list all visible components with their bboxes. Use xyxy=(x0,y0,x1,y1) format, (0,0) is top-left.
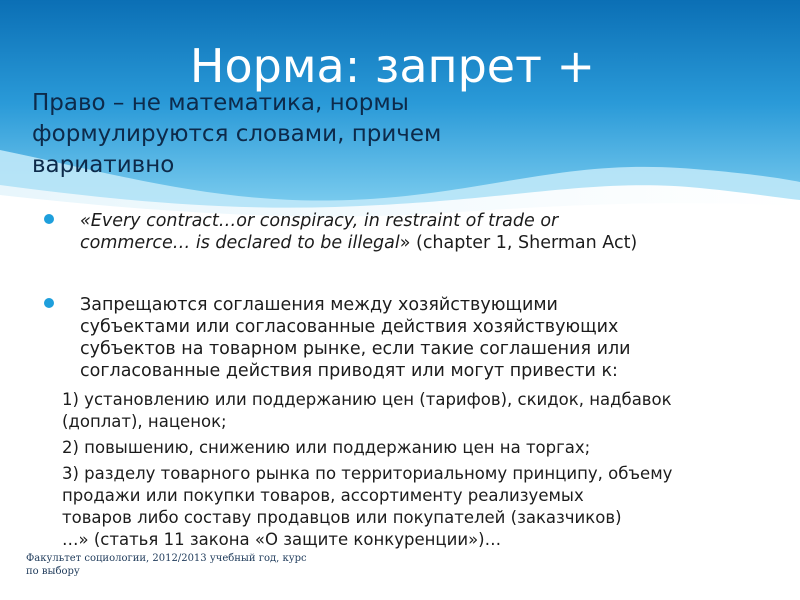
footer-line: Факультет социологии, 2012/2013 учебный год, курс xyxy=(26,553,307,564)
bullet-text-line: «Every contract…or conspiracy, in restraint of trade or xyxy=(80,211,559,231)
slide-subtitle xyxy=(32,88,632,181)
list-item-line: 1) установлению или поддержанию цен (тарифов), скидок, надбавок xyxy=(62,390,672,409)
subtitle-line: формулируются словами, причем xyxy=(32,121,442,147)
list-item-line: товаров либо составу продавцов или покупателей (заказчиков) xyxy=(62,508,622,527)
list-item-line: продажи или покупки товаров, ассортименту реализуемых xyxy=(62,486,584,505)
slide-title: Норма: запрет + xyxy=(189,39,596,93)
bullet-sherman-act xyxy=(44,210,764,254)
list-item-line: …» (статья 11 закона «О защите конкуренции»)… xyxy=(62,530,502,549)
subtitle-line: Право – не математика, нормы xyxy=(32,90,409,116)
list-item-line: 3) разделу товарного рынка по территориальному принципу, объему xyxy=(62,464,673,483)
bullet-dot-icon xyxy=(44,214,54,224)
subtitle-line: вариативно xyxy=(32,152,175,178)
bullet-text-italic: commerce… is declared to be illegal xyxy=(80,233,400,253)
numbered-list xyxy=(62,389,782,555)
footer-line: по выбору xyxy=(26,566,80,577)
bullet-text-line: субъектов на товарном рынке, если такие соглашения или xyxy=(80,339,631,359)
bullet-text-line xyxy=(80,232,764,254)
slide-footer xyxy=(26,552,346,578)
bullet-text-line: Запрещаются соглашения между хозяйствующими xyxy=(80,295,558,315)
bullet-text-line: согласованные действия приводят или могут привести к: xyxy=(80,361,618,381)
list-item xyxy=(62,389,782,433)
list-item-line: 2) повышению, снижению или поддержанию цен на торгах; xyxy=(62,438,591,457)
bullet-dot-icon xyxy=(44,298,54,308)
bullet-competition-law xyxy=(44,294,764,382)
list-item xyxy=(62,437,782,459)
bullet-text-line: субъектами или согласованные действия хозяйствующих xyxy=(80,317,619,337)
bullet-list xyxy=(44,210,764,382)
list-item-line: (доплат), наценок; xyxy=(62,412,227,431)
bullet-text-citation: » (chapter 1, Sherman Act) xyxy=(399,233,638,253)
list-item xyxy=(62,463,782,551)
